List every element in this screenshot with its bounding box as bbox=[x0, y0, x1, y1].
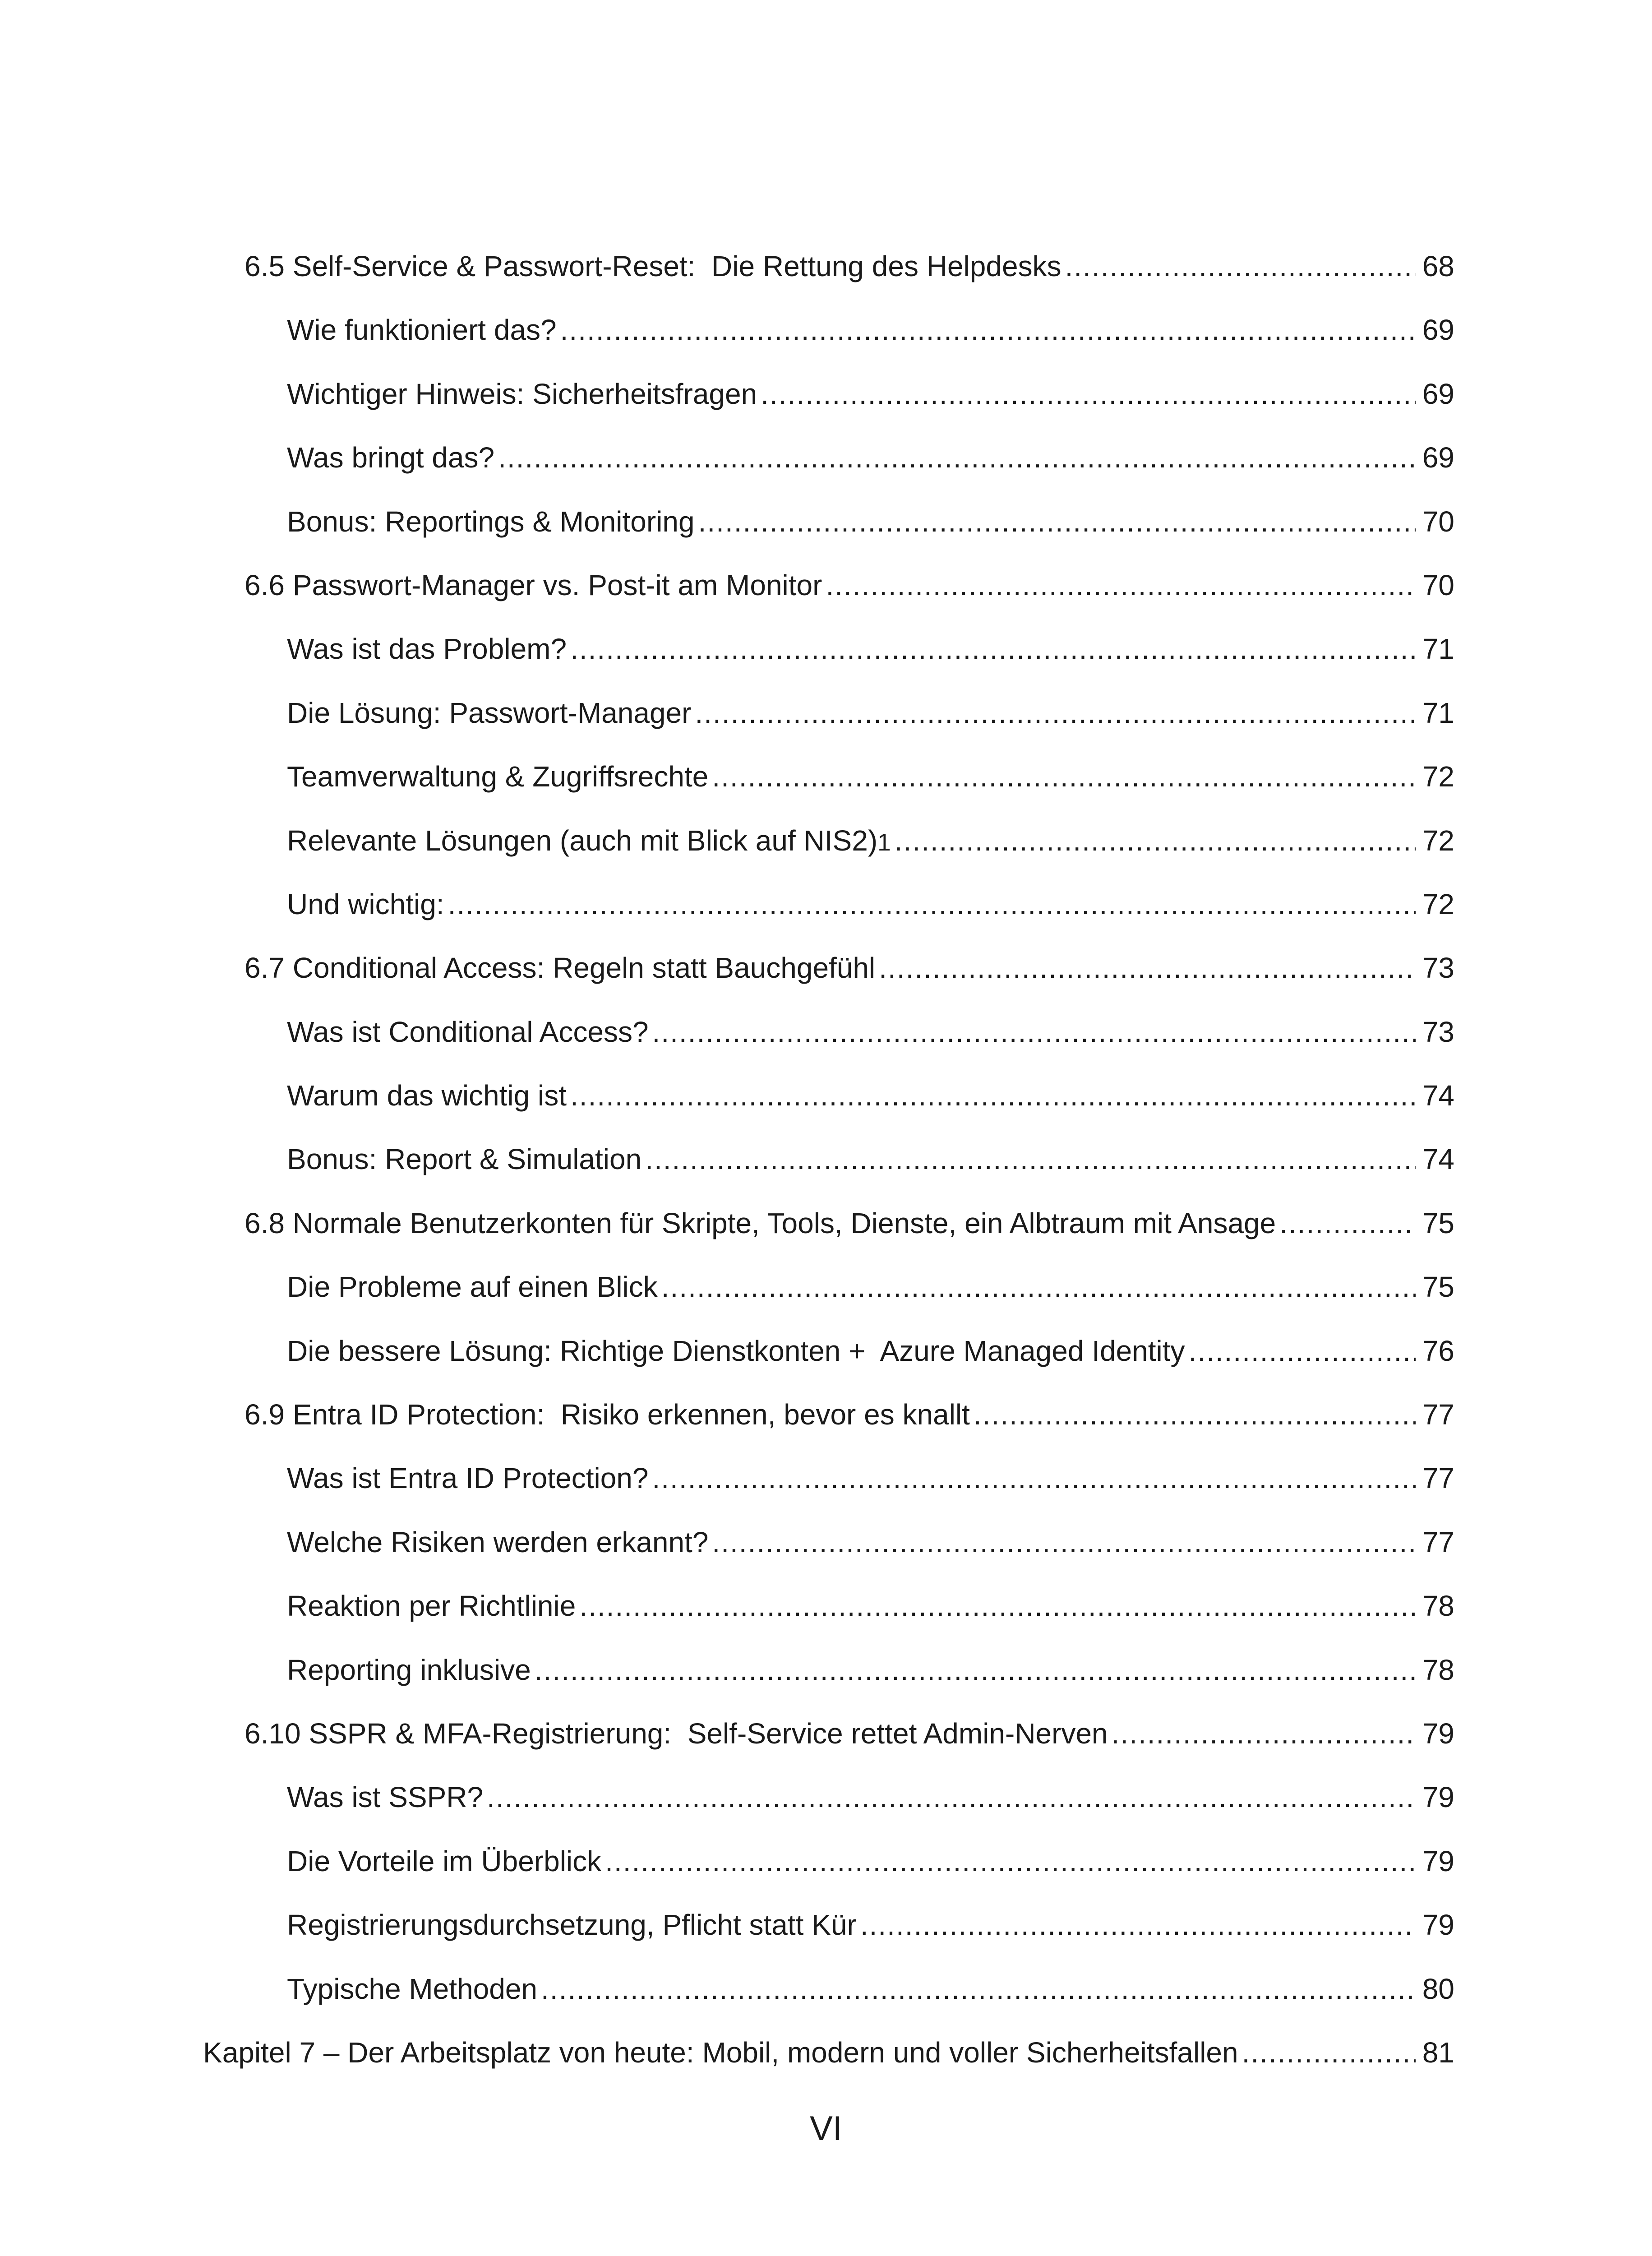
toc-entry-title: Was bringt das? bbox=[287, 441, 495, 474]
toc-entry-page-number: 72 bbox=[1422, 824, 1454, 857]
toc-entry[interactable] bbox=[0, 1255, 1652, 1319]
dot-leader bbox=[579, 1574, 1416, 1638]
toc-entry-title: Teamverwaltung & Zugriffsrechte bbox=[287, 760, 709, 793]
toc-entry-page-number: 78 bbox=[1422, 1590, 1454, 1623]
toc-entry-title: 6.7 Conditional Access: Regeln statt Bauchgefühl bbox=[245, 952, 876, 985]
toc-entry-title: 6.10 SSPR & MFA-Registrierung: Self-Service rettet Admin-Nerven bbox=[245, 1717, 1108, 1750]
dot-leader bbox=[570, 617, 1416, 681]
toc-entry-page-number: 74 bbox=[1422, 1079, 1454, 1112]
toc-entry-title: Und wichtig: bbox=[287, 888, 444, 920]
toc-entry[interactable] bbox=[0, 298, 1652, 362]
toc-entry-title: Warum das wichtig ist bbox=[287, 1079, 567, 1112]
toc-entry-page-number: 79 bbox=[1422, 1781, 1454, 1814]
toc-entry[interactable] bbox=[0, 1128, 1652, 1191]
dot-leader bbox=[879, 936, 1416, 1000]
toc-entry-page-number: 69 bbox=[1422, 314, 1454, 347]
toc-entry-title: Die Probleme auf einen Blick bbox=[287, 1271, 658, 1304]
dot-leader bbox=[695, 681, 1416, 745]
toc-entry[interactable] bbox=[0, 1830, 1652, 1893]
dot-leader bbox=[895, 809, 1416, 873]
toc-entry[interactable] bbox=[0, 617, 1652, 681]
toc-entry-title: Relevante Lösungen (auch mit Blick auf NIS2) bbox=[287, 824, 878, 857]
dot-leader bbox=[605, 1830, 1416, 1893]
toc-entry[interactable] bbox=[0, 681, 1652, 745]
toc-entry-page-number: 75 bbox=[1422, 1271, 1454, 1304]
dot-leader bbox=[652, 1447, 1416, 1510]
toc-entry-page-number: 72 bbox=[1422, 888, 1454, 920]
toc-entry-page-number: 75 bbox=[1422, 1207, 1454, 1239]
toc-entry[interactable] bbox=[0, 873, 1652, 936]
toc-entry[interactable] bbox=[0, 1319, 1652, 1383]
toc-entry-page-number: 69 bbox=[1422, 377, 1454, 410]
dot-leader bbox=[974, 1383, 1416, 1447]
dot-leader bbox=[712, 1511, 1416, 1574]
toc-entry-page-number: 77 bbox=[1422, 1462, 1454, 1495]
footnote-marker: 1 bbox=[877, 829, 891, 856]
toc-entry-page-number: 72 bbox=[1422, 760, 1454, 793]
toc-entry-page-number: 76 bbox=[1422, 1334, 1454, 1367]
toc-entry-page-number: 80 bbox=[1422, 1972, 1454, 2005]
dot-leader bbox=[1065, 235, 1416, 298]
toc-entry-title: 6.6 Passwort-Manager vs. Post-it am Monitor bbox=[245, 569, 822, 601]
toc-entry-page-number: 71 bbox=[1422, 696, 1454, 729]
toc-entry-page-number: 70 bbox=[1422, 569, 1454, 601]
toc-entry-page-number: 79 bbox=[1422, 1909, 1454, 1942]
toc-entry[interactable] bbox=[0, 1957, 1652, 2021]
toc-entry-page-number: 77 bbox=[1422, 1526, 1454, 1558]
toc-entry-title: Die bessere Lösung: Richtige Dienstkonten + Azure Managed Identity bbox=[287, 1334, 1185, 1367]
dot-leader bbox=[661, 1255, 1416, 1319]
toc-entry[interactable] bbox=[0, 809, 1652, 873]
toc-entry[interactable] bbox=[0, 1192, 1652, 1255]
toc-entry-page-number: 79 bbox=[1422, 1717, 1454, 1750]
dot-leader bbox=[1189, 1319, 1416, 1383]
toc-entry-title: Wichtiger Hinweis: Sicherheitsfragen bbox=[287, 377, 757, 410]
toc-entry-page-number: 77 bbox=[1422, 1398, 1454, 1431]
dot-leader bbox=[570, 1064, 1416, 1128]
dot-leader bbox=[712, 745, 1416, 809]
dot-leader bbox=[498, 426, 1416, 490]
toc-entry[interactable] bbox=[0, 1893, 1652, 1957]
toc-entry-page-number: 73 bbox=[1422, 952, 1454, 985]
toc-entry-title: Die Vorteile im Überblick bbox=[287, 1845, 602, 1877]
dot-leader bbox=[826, 554, 1416, 617]
toc-entry[interactable] bbox=[0, 362, 1652, 426]
toc-entry-title: Die Lösung: Passwort-Manager bbox=[287, 696, 692, 729]
toc-entry[interactable] bbox=[0, 936, 1652, 1000]
toc-entry[interactable] bbox=[0, 1638, 1652, 1702]
toc-entry[interactable] bbox=[0, 1574, 1652, 1638]
toc-entry-title: Was ist das Problem? bbox=[287, 633, 567, 666]
toc-entry-title: Was ist Conditional Access? bbox=[287, 1015, 649, 1048]
toc-entry[interactable] bbox=[0, 490, 1652, 554]
toc-entry-page-number: 81 bbox=[1422, 2036, 1454, 2069]
dot-leader bbox=[1112, 1702, 1416, 1766]
toc-entry[interactable] bbox=[0, 1000, 1652, 1064]
toc-entry[interactable] bbox=[0, 554, 1652, 617]
toc-entry-title: 6.5 Self-Service & Passwort-Reset: Die Rettung des Helpdesks bbox=[245, 250, 1061, 282]
toc-entry-title: Wie funktioniert das? bbox=[287, 314, 557, 347]
toc-entry-title: Was ist Entra ID Protection? bbox=[287, 1462, 649, 1495]
toc-entry-title: Was ist SSPR? bbox=[287, 1781, 484, 1814]
dot-leader bbox=[448, 873, 1416, 936]
toc-entry-page-number: 79 bbox=[1422, 1845, 1454, 1877]
dot-leader bbox=[860, 1893, 1416, 1957]
dot-leader bbox=[487, 1766, 1416, 1829]
toc-entry-title: Reaktion per Richtlinie bbox=[287, 1590, 576, 1623]
page-number: VI bbox=[810, 2109, 842, 2148]
toc-entry[interactable] bbox=[0, 1766, 1652, 1829]
toc-entry-page-number: 69 bbox=[1422, 441, 1454, 474]
dot-leader bbox=[535, 1638, 1416, 1702]
toc-entry-page-number: 78 bbox=[1422, 1653, 1454, 1686]
dot-leader bbox=[541, 1957, 1416, 2021]
toc-entry[interactable] bbox=[0, 426, 1652, 490]
toc-entry-title: Typische Methoden bbox=[287, 1972, 537, 2005]
toc-entry-title: Bonus: Reportings & Monitoring bbox=[287, 505, 695, 538]
dot-leader bbox=[1279, 1192, 1416, 1255]
toc-entry-title: Bonus: Report & Simulation bbox=[287, 1143, 642, 1176]
toc-entry-title: 6.8 Normale Benutzerkonten für Skripte, Tools, Dienste, ein Albtraum mit Ansage bbox=[245, 1207, 1276, 1239]
toc-entry-page-number: 68 bbox=[1422, 250, 1454, 282]
toc-entry[interactable] bbox=[0, 745, 1652, 809]
toc-entry-title: Reporting inklusive bbox=[287, 1653, 531, 1686]
toc-entry-page-number: 71 bbox=[1422, 633, 1454, 666]
toc-entry-title: 6.9 Entra ID Protection: Risiko erkennen, bevor es knallt bbox=[245, 1398, 970, 1431]
toc-entry[interactable] bbox=[0, 1064, 1652, 1128]
toc-entry[interactable] bbox=[0, 1383, 1652, 1447]
toc-entry-title: Welche Risiken werden erkannt? bbox=[287, 1526, 709, 1558]
toc-entry-page-number: 70 bbox=[1422, 505, 1454, 538]
dot-leader bbox=[652, 1000, 1416, 1064]
dot-leader bbox=[560, 298, 1416, 362]
toc-entry[interactable] bbox=[0, 1511, 1652, 1574]
dot-leader bbox=[645, 1128, 1416, 1191]
toc-entry[interactable] bbox=[0, 235, 1652, 298]
toc-entry[interactable] bbox=[0, 2021, 1652, 2085]
dot-leader bbox=[761, 362, 1416, 426]
dot-leader bbox=[698, 490, 1416, 554]
toc-entry-page-number: 73 bbox=[1422, 1015, 1454, 1048]
dot-leader bbox=[1242, 2021, 1416, 2085]
toc-entry-title: Kapitel 7 – Der Arbeitsplatz von heute: Mobil, modern und voller Sicherheitsfallen bbox=[203, 2036, 1238, 2069]
toc-entry[interactable] bbox=[0, 1702, 1652, 1766]
toc-entry[interactable] bbox=[0, 1447, 1652, 1510]
toc-entry-page-number: 74 bbox=[1422, 1143, 1454, 1176]
table-of-contents bbox=[0, 235, 1652, 2085]
toc-entry-title: Registrierungsdurchsetzung, Pflicht statt Kür bbox=[287, 1909, 857, 1942]
